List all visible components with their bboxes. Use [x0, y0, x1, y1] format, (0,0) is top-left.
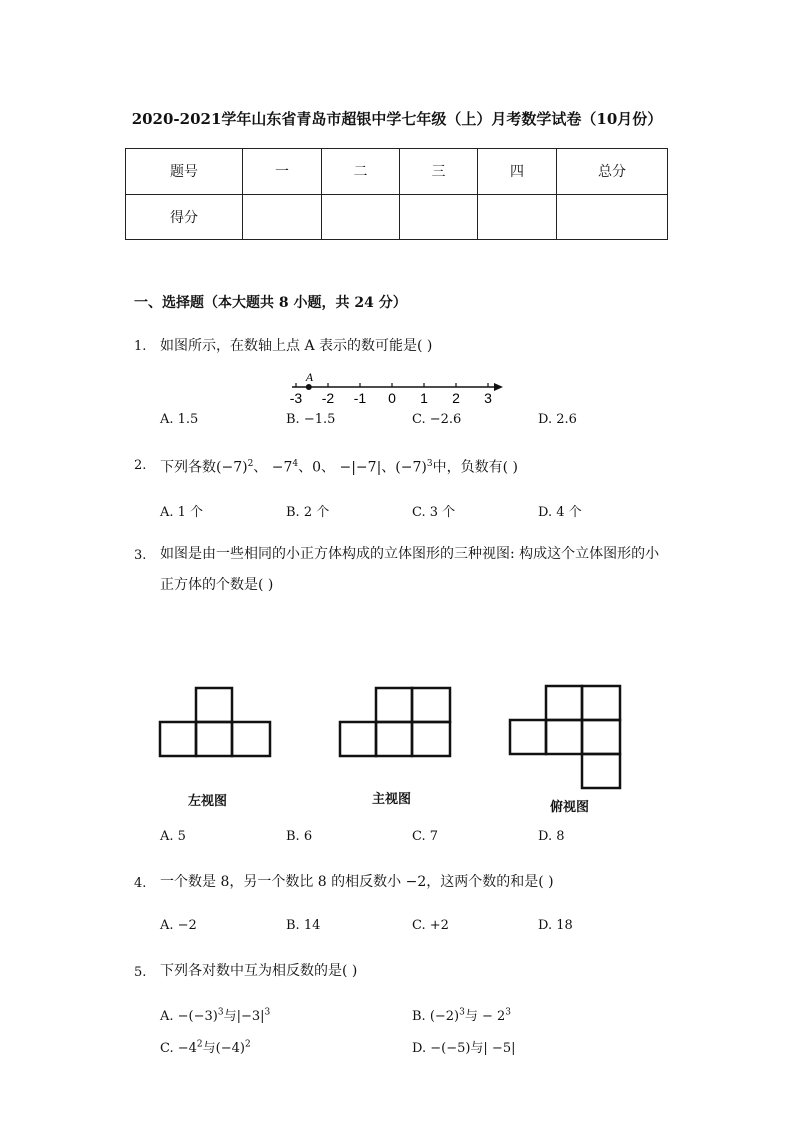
text-part: 与 − 2	[464, 1009, 506, 1024]
score-table	[125, 148, 668, 240]
option-c[interactable]: C. 7	[412, 829, 439, 844]
option-c[interactable]: C. 3 个	[412, 505, 456, 520]
option-d[interactable]: D. 4 个	[538, 505, 582, 520]
tick-label: -2	[321, 390, 335, 406]
text-part: 、 −7	[253, 459, 293, 476]
header-cell: 三	[400, 149, 478, 195]
point-a	[306, 384, 312, 390]
option-b[interactable]: B. −1.5	[286, 412, 336, 427]
score-cell	[322, 194, 400, 240]
tick-label: -1	[353, 390, 367, 406]
tick-label: 2	[452, 390, 460, 406]
question-text: 一个数是 8，另一个数比 8 的相反数小 −2，这两个数的和是( )	[160, 874, 554, 890]
question-text-line2: 正方体的个数是( )	[160, 577, 274, 593]
option-c[interactable]	[160, 1037, 251, 1056]
view-label-left: 左视图	[188, 794, 228, 809]
option-a[interactable]	[160, 1005, 270, 1024]
header-cell: 二	[322, 149, 400, 195]
header-cell: 四	[478, 149, 557, 195]
exponent: 2	[247, 459, 254, 469]
exponent: 2	[244, 1039, 251, 1050]
score-table-score-row	[126, 194, 668, 240]
score-table-header-row	[126, 149, 668, 195]
text-part: 、0、 −|−7|、(−7)	[298, 459, 427, 476]
text-part: C. −4	[160, 1041, 197, 1056]
score-cell	[400, 194, 478, 240]
option-a[interactable]: A. 5	[160, 829, 186, 844]
text-part: A. −(−3)	[160, 1009, 218, 1024]
exponent: 4	[292, 459, 299, 469]
exponent: 3	[426, 459, 433, 469]
option-b[interactable]	[412, 1005, 511, 1024]
text-part: 与|−3|	[223, 1009, 265, 1024]
text-part: B. (−2)	[412, 1009, 460, 1024]
tick-label: 1	[420, 390, 428, 406]
score-cell	[243, 194, 322, 240]
option-b[interactable]: B. 14	[286, 918, 321, 933]
front-view-diagram	[338, 686, 454, 758]
view-label-front: 主视图	[372, 792, 412, 807]
options-row	[160, 501, 680, 520]
question-text: 如图所示，在数轴上点 A 表示的数可能是( )	[160, 338, 433, 354]
header-cell: 总分	[557, 149, 668, 195]
option-d[interactable]: D. 2.6	[538, 412, 577, 427]
question-text-line1: 如图是由一些相同的小正方体构成的立体图形的三种视图: 构成这个立体图形的小	[160, 546, 660, 562]
option-a[interactable]: A. 1.5	[160, 412, 199, 427]
tick-label: 0	[388, 390, 396, 406]
top-view-diagram	[508, 684, 624, 790]
tick-label: -3	[289, 390, 303, 406]
question-text	[160, 449, 518, 483]
exponent: 3	[264, 1007, 271, 1018]
option-a[interactable]: A. −2	[160, 918, 197, 933]
page-title: 2020-2021学年山东省青岛市超银中学七年级（上）月考数学试卷（10月份）	[131, 110, 663, 128]
text-part: 中，负数有( )	[432, 459, 518, 476]
options-row	[160, 918, 680, 933]
options-row	[160, 829, 680, 844]
option-b[interactable]: B. 6	[286, 829, 313, 844]
option-c[interactable]: C. +2	[412, 918, 449, 933]
options-row	[160, 412, 680, 427]
option-d[interactable]	[412, 1037, 515, 1056]
header-cell: 题号	[126, 149, 243, 195]
text-part: 与(−4)	[202, 1041, 245, 1056]
question-number: 5.	[134, 965, 147, 980]
exponent: 3	[505, 1007, 512, 1018]
point-a-label: A	[305, 370, 314, 384]
question-number: 3.	[134, 548, 147, 563]
section-heading: 一、选择题（本大题共 8 小题，共 24 分）	[134, 295, 407, 311]
score-cell	[557, 194, 668, 240]
text-part: D. −(−5)与| −5|	[412, 1041, 516, 1056]
axis-arrow	[494, 383, 503, 391]
exponent: 3	[459, 1007, 465, 1018]
question-number: 1.	[134, 339, 147, 354]
option-c[interactable]: C. −2.6	[412, 412, 462, 427]
score-cell	[478, 194, 557, 240]
question-number: 4.	[134, 876, 147, 891]
exponent: 2	[196, 1039, 203, 1050]
question-text: 下列各对数中互为相反数的是( )	[160, 963, 358, 979]
question-number: 2.	[134, 458, 147, 473]
option-b[interactable]: B. 2 个	[286, 505, 330, 520]
header-cell: 一	[243, 149, 322, 195]
left-view-diagram	[158, 686, 274, 758]
score-row-label: 得分	[126, 194, 243, 240]
exponent: 3	[217, 1007, 224, 1018]
tick-label: 3	[484, 390, 492, 406]
option-a[interactable]: A. 1 个	[160, 505, 204, 520]
option-d[interactable]: D. 18	[538, 918, 573, 933]
option-d[interactable]: D. 8	[538, 829, 565, 844]
view-label-top: 俯视图	[550, 800, 590, 815]
text-part: 下列各数(−7)	[160, 459, 248, 476]
number-line	[284, 370, 508, 406]
